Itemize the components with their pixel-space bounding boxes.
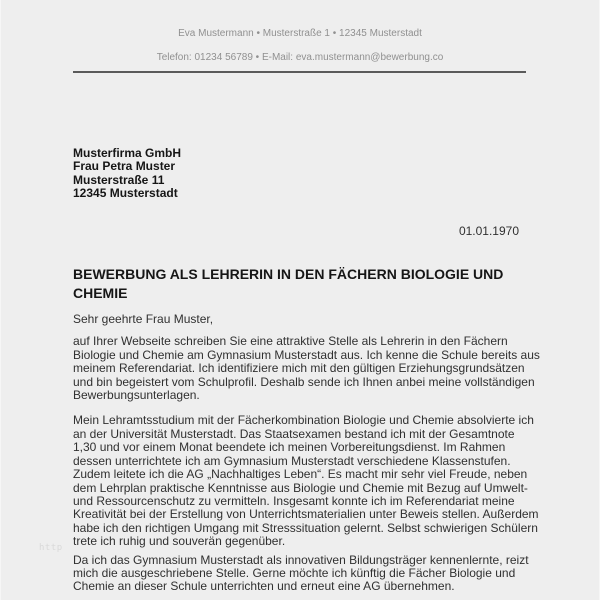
- letterhead-divider: [73, 71, 526, 73]
- paragraph-introduction: auf Ihrer Webseite schreiben Sie eine attraktive Stelle als Lehrerin in den Fächern Biologie und Chemie am Gymnasium Musterstadt aus. Ich kenne die Schule bereits aus meinem Referendariat. Ich identifiziere mich mit den gültigen Erziehungsgrundsätzen und bin begeistert vom Schulprofil. Deshalb sende ich Ihnen anbei meine vollständigen Bewerbungsunterlagen.: [73, 334, 540, 403]
- recipient-city: 12345 Musterstadt: [73, 186, 178, 201]
- recipient-street: Musterstraße 11: [73, 172, 165, 187]
- letterhead-name-address: Eva Mustermann • Musterstraße 1 • 12345 Musterstadt: [178, 28, 422, 39]
- recipient-company: Musterfirma GmbH: [73, 146, 182, 160]
- salutation: Sehr geehrte Frau Muster,: [73, 312, 214, 327]
- recipient-address-block: [73, 147, 541, 201]
- letter-date: 01.01.1970: [458, 223, 519, 238]
- subject-line: BEWERBUNG ALS LEHRERIN IN DEN FÄCHERN BIOLOGIE UND CHEMIE: [73, 266, 504, 301]
- letterhead: [1, 0, 599, 64]
- letterhead-contact: Telefon: 01234 56789 • E-Mail: eva.mustermann@bewerbung.co: [156, 52, 444, 63]
- recipient-contact-person: Frau Petra Muster: [73, 159, 176, 174]
- letter-body: [73, 147, 541, 594]
- paragraph-motivation: Da ich das Gymnasium Musterstadt als innovativen Bildungsträger kennenlernte, reizt mich die ausgeschriebene Stelle. Gerne möchte ich künftig die Fächer Biologie und Chemie an dieser Schule unterrichten und erneut eine AG übernehmen.: [73, 552, 529, 594]
- watermark-text: http: [39, 543, 63, 553]
- paragraph-qualifications: Mein Lehramtsstudium mit der Fächerkombination Biologie und Chemie absolvierte ich an der Universität Musterstadt. Das Staatsexamen bestand ich mit der Gesamtnote 1,30 und vor einem Monat beendete ich meinen Vorbereitungsdienst. Im Rahmen dessen unterrichtete ich am Gymnasium Musterstadt verschiedene Klassenstufen. Zudem leitete ich die AG „Nachhaltiges Leben“. Es macht mir sehr viel Freude, neben dem Lehrplan praktische Kenntnisse aus Biologie und Chemie mit Bezug auf Umwelt- und Ressourcenschutz zu vermitteln. Insgesamt konnte ich im Referendariat meine Kreativität bei der Erstellung von Unterrichtsmaterialien unter Beweis stellen. Außerdem habe ich den richtigen Umgang mit Stresssituation gelernt. Selbst schwierigen Schülern trete ich ruhig und souverän gegenüber.: [73, 413, 539, 549]
